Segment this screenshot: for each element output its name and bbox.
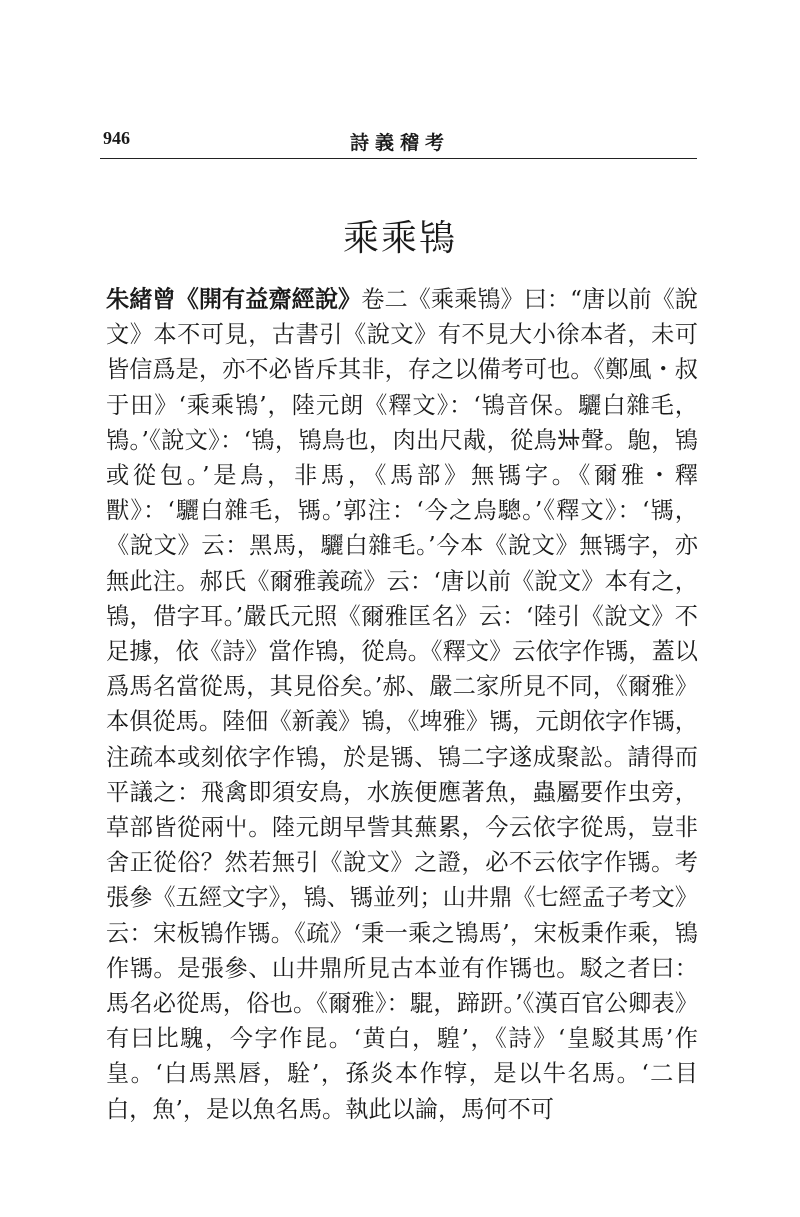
- section-title: 乘乘鴇: [342, 218, 457, 259]
- header-rule: [100, 158, 697, 159]
- running-title: 詩義稽考: [349, 132, 450, 154]
- page-number: 946: [103, 128, 130, 148]
- body-paragraph: [106, 282, 698, 1127]
- paragraph-text: 卷二《乘乘鴇》曰：“唐以前《說文》本不可見，古書引《說文》有不見大小徐本者，未可皆信爲是，亦不必皆斥其非，存之以備考可也。《鄭風・叔于田》‘乘乘鴇’，陸元朗《釋文》：‘鴇音保。驪白雜毛，鴇。’《說文》：‘鴇，鴇鳥也，肉出尺胾，從鳥𠦑聲。䳈，鴇或從包。’是鳥，非馬，《馬部》無駂字。《爾雅・釋獸》：‘驪白雜毛，駂。’郭注：‘今之烏驄。’《釋文》：‘駂，《說文》云：黑馬，驪白雜毛。’今本《說文》無駂字，亦無此注。郝氏《爾雅義疏》云：‘唐以前《說文》本有之，鴇，借字耳。’嚴氏元照《爾雅匡名》云：‘陸引《說文》不足據，依《詩》當作鴇，從鳥。《釋文》云依字作駂，蓋以爲馬名當從馬，其見俗矣。’郝、嚴二家所見不同，《爾雅》本俱從馬。陸佃《新義》鴇，《埤雅》駂，元朗依字作駂，注疏本或刻依字作鴇，於是駂、鴇二字遂成聚訟。請得而平議之：飛禽即須安鳥，水族便應著魚，蟲屬要作虫旁，草部皆從兩屮。陸元朗早訾其蕪累，今云依字從馬，豈非舍正從俗？然若無引《說文》之證，必不云依字作駂。考張參《五經文字》，鴇、駂並列；山井鼎《七經孟子考文》云：宋板鴇作駂。《疏》‘秉一乘之鴇馬’，宋板秉作乘，鴇作駂。是張參、山井鼎所見古本並有作駂也。駁之者曰：馬名必從馬，俗也。《爾雅》：騉，蹄趼。’《漢百官公卿表》有曰比騩，今字作昆。‘黄白，騜’，《詩》‘皇駁其馬’作皇。‘白馬黑唇，駩’，孫炎本作犉，是以牛名馬。‘二目白，魚’，是以魚名馬。執此以論，馬何不可: [106, 286, 698, 1123]
- lead-citation: 朱緒曾《開有益齋經說》: [106, 286, 362, 313]
